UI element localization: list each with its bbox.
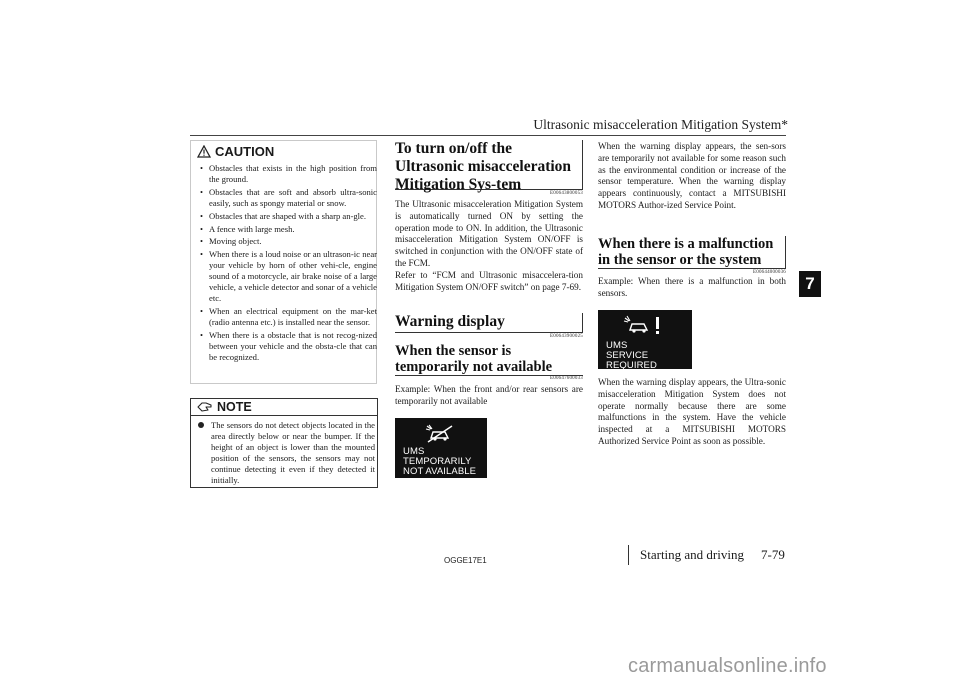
heading-malfunction: When there is a malfunction in the sensor or the system bbox=[598, 236, 774, 268]
temporarily-body: Example: When the front and/or rear sensors are temporarily not available bbox=[395, 384, 583, 406]
footer-separator bbox=[628, 545, 629, 565]
watermark: carmanualsonline.info bbox=[628, 655, 827, 677]
section-code: E00643800053 bbox=[550, 191, 583, 196]
note-text: The sensors do not detect objects located in the area directly below or near the bumper. If the height of an object is lower than the mounted position of the sensors, the sensors may not continue detecting it even if they detected it initially. bbox=[211, 420, 375, 485]
panel-line: NOT AVAILABLE bbox=[403, 466, 477, 477]
warning-triangle-icon bbox=[197, 145, 211, 158]
footer-page-number: 7-79 bbox=[761, 547, 785, 562]
section-heading-malfunction bbox=[598, 236, 786, 269]
panel-line: SERVICE REQUIRED bbox=[606, 350, 657, 371]
caution-list bbox=[199, 163, 377, 364]
caution-item: • Moving object. bbox=[199, 236, 377, 247]
note-heading: NOTE bbox=[217, 400, 252, 414]
turn-on-off-body: The Ultrasonic misacceleration Mitigation System is automatically turned ON by setting the operation mode to ON. In addition, the Ultrasonic misacceleration Mitigation System ON/OFF is switched in conjunction with the ON/OFF state of the FCM. Refer to “FCM and Ultrasonic misaccelera-tion Mitigation System ON/OFF switch” on page 7-69. bbox=[395, 199, 583, 292]
heading-warning-display: Warning display bbox=[395, 313, 505, 330]
section-code: E00644000036 bbox=[753, 270, 786, 275]
section-heading-warning-display bbox=[395, 313, 583, 333]
note-header bbox=[191, 399, 377, 416]
section-code: E00643900025 bbox=[550, 334, 583, 339]
page-header-title: Ultrasonic misacceleration Mitigation System* bbox=[533, 117, 788, 132]
caution-item: • Obstacles that are shaped with a sharp an-gle. bbox=[199, 211, 377, 222]
header-rule bbox=[190, 135, 786, 136]
caution-item: • A fence with large mesh. bbox=[199, 224, 377, 235]
panel-line: UMS bbox=[606, 340, 628, 351]
note-hand-icon bbox=[197, 401, 213, 413]
ums-temporarily-display bbox=[395, 418, 487, 478]
footer-section: Starting and driving bbox=[640, 547, 744, 562]
malfunction-body: Example: When there is a malfunction in both sensors. bbox=[598, 276, 786, 298]
section-heading-turn-on-off bbox=[395, 140, 583, 193]
caution-item: • When there is a loud noise or an ultrason-ic near your vehicle by horn of other vehi-cle, engine sound of a motorcycle, air brake noise of a large vehicle, a vehicle detector and sonar of a vehicle etc. bbox=[199, 249, 377, 304]
footer-code: OGGE17E1 bbox=[444, 556, 487, 565]
caution-item: • When an electrical equipment on the mar-ket (radio antenna etc.) is installed near the sensor. bbox=[199, 306, 377, 328]
caution-box bbox=[190, 140, 377, 384]
chapter-tab[interactable]: 7 bbox=[799, 271, 821, 297]
caution-item: • When there is a obstacle that is not recog-nized between your vehicle and the obsta-cle that can be recognized. bbox=[199, 330, 377, 363]
heading-turn-on-off: To turn on/off the Ultrasonic misacceleration Mitigation Sys-tem bbox=[395, 140, 572, 193]
caution-header bbox=[197, 143, 274, 159]
caution-heading: CAUTION bbox=[215, 143, 275, 159]
car-sensor-warning-icon bbox=[622, 315, 666, 337]
heading-temporarily: When the sensor is temporarily not available bbox=[395, 343, 553, 375]
section-code: E00647600033 bbox=[550, 376, 583, 381]
malfunction-after: When the warning display appears, the Ultra-sonic misacceleration Mitigation System does not operate normally because there are some malfunctions in the system. Have the vehicle inspected at a MITSUBISHI MOTORS Authorized Service Point as soon as possible. bbox=[598, 377, 786, 446]
section-heading-temporarily bbox=[395, 343, 583, 376]
ums-service-required-display bbox=[598, 310, 692, 369]
caution-item: • Obstacles that are soft and absorb ultra-sonic easily, such as spongy material or snow. bbox=[199, 187, 377, 209]
temporarily-continuation: When the warning display appears, the sen-sors are temporarily not available for some reason such as the environmental condition or increase of the sensor temperature. When the warning display appears continuously, contact a MITSUBISHI MOTORS Author-ized Service Point. bbox=[598, 141, 786, 210]
car-sensor-off-icon bbox=[425, 424, 455, 444]
panel-line: UMS bbox=[403, 446, 425, 457]
note-box bbox=[190, 398, 378, 488]
panel-line: TEMPORARILY bbox=[403, 456, 472, 467]
note-bullet-icon bbox=[198, 422, 204, 428]
caution-item: • Obstacles that exists in the high position from the ground. bbox=[199, 163, 377, 185]
